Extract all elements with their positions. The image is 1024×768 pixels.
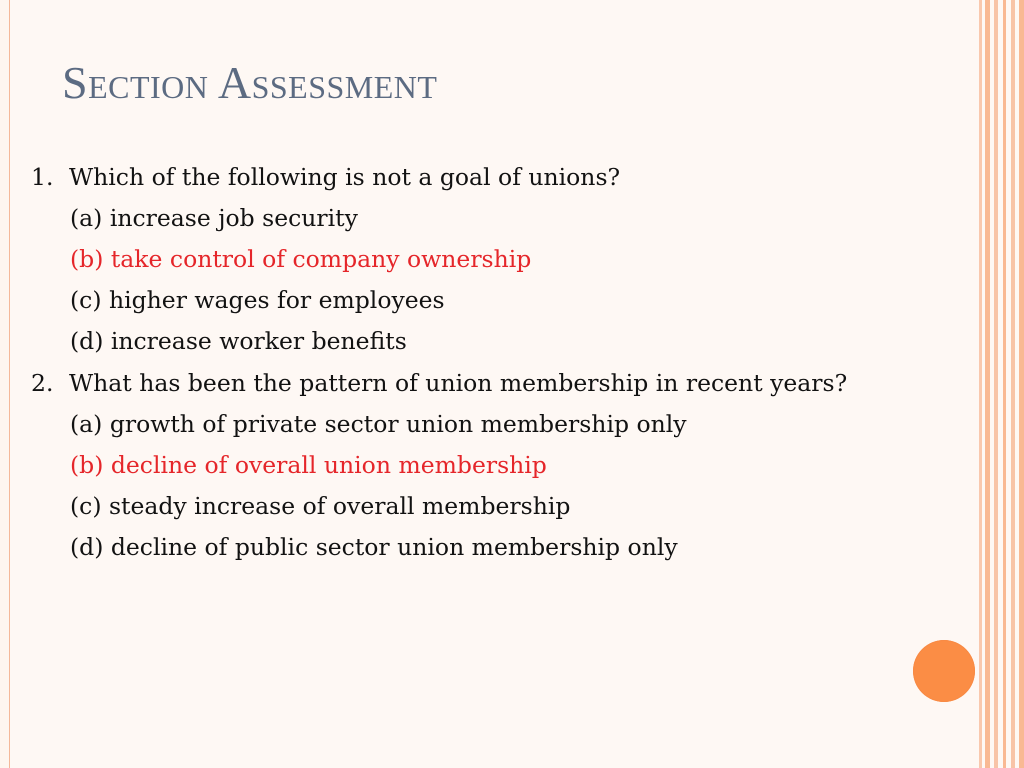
option-b-answer: (b) decline of overall union membership <box>70 451 547 479</box>
option-c: (c) higher wages for employees <box>70 286 445 314</box>
question-prompt: What has been the pattern of union membership in recent years? <box>69 369 848 397</box>
option-d: (d) decline of public sector union membership only <box>70 533 678 561</box>
right-stripe <box>1003 0 1006 768</box>
assessment-content <box>31 157 966 568</box>
right-stripe <box>1011 0 1015 768</box>
right-stripe <box>985 0 990 768</box>
right-stripe <box>979 0 982 768</box>
question-text <box>31 363 966 404</box>
option-a: (a) growth of private sector union membership only <box>70 410 687 438</box>
question-number: 1. <box>31 163 54 191</box>
question-text <box>31 157 966 198</box>
question-2 <box>31 363 966 568</box>
option-a: (a) increase job security <box>70 204 358 232</box>
left-border <box>0 0 10 768</box>
orange-circle-decoration <box>913 640 975 702</box>
slide-title: Section Assessment <box>62 57 438 108</box>
right-stripe <box>994 0 998 768</box>
question-prompt: Which of the following is not a goal of unions? <box>69 163 621 191</box>
right-stripe <box>1019 0 1024 768</box>
question-1 <box>31 157 966 362</box>
option-d: (d) increase worker benefits <box>70 327 407 355</box>
option-c: (c) steady increase of overall membership <box>70 492 571 520</box>
option-b-answer: (b) take control of company ownership <box>70 245 532 273</box>
options-list <box>31 198 966 362</box>
options-list <box>31 404 966 568</box>
question-number: 2. <box>31 369 54 397</box>
